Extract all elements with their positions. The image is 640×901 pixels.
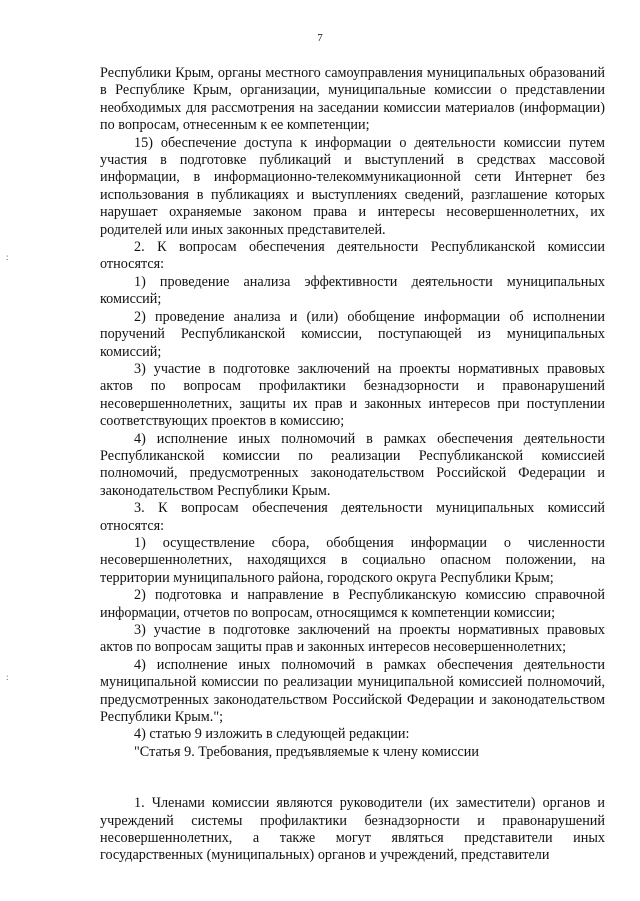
margin-dots-mark: : [6,672,9,682]
paragraph: 3) участие в подготовке заключений на проекты нормативных правовых актов по вопросам профилактики безнадзорности и правонарушений несовершеннолетних, защиты их прав и законных интересов при поступлении соответствующих проектов в комиссию; [100,360,605,430]
spacer [100,761,605,795]
paragraph: 1) проведение анализа эффективности деятельности муниципальных комиссий; [100,273,605,308]
margin-dots-mark: : [6,252,9,262]
paragraph: 1) осуществление сбора, обобщения информации о численности несовершеннолетних, находящихся в социально опасном положении, на территории муниципального района, городского округа Республики Крым; [100,534,605,586]
page-number: 7 [317,32,323,44]
document-body [100,65,605,865]
paragraph: 4) статью 9 изложить в следующей редакции: [134,726,410,743]
paragraph: 15) обеспечение доступа к информации о деятельности комиссии путем участия в подготовке публикаций и выступлений в средствах массовой информации, в информационно-телекоммуникационной сети Интернет без использования в публикациях и выступлениях сведений, разглашение которых нарушает охраняемые законом права и интересы несовершеннолетних, их родителей или иных законных представителей. [100,134,605,238]
paragraph: 1. Членами комиссии являются руководители (их заместители) органов и учреждений системы профилактики безнадзорности и правонарушений несовершеннолетних, а также могут являться представители иных государственных (муниципальных) органов и учреждений, представители [100,795,605,864]
paragraph: 4) исполнение иных полномочий в рамках обеспечения деятельности муниципальной комиссии по реализации муниципальной комиссией полномочий, предусмотренных законодательством Российской Федерации и законодательством Республики Крым."; [100,656,605,726]
paragraph: 4) исполнение иных полномочий в рамках обеспечения деятельности Республиканской комиссии по реализации Республиканской комиссией полномочий, предусмотренных законодательством Российской Федерации и законодательством Республики Крым. [100,430,605,499]
paragraph: 3. К вопросам обеспечения деятельности муниципальных комиссий относятся: [100,500,605,534]
paragraph: 2) проведение анализа и (или) обобщение информации об исполнении поручений Республиканской комиссии, поступающей из муниципальных комиссий; [100,308,605,360]
paragraph: 2) подготовка и направление в Республиканскую комиссию справочной информации, отчетов по вопросам, относящимся к компетенции комиссии; [100,587,605,621]
paragraph: 3) участие в подготовке заключений на проекты нормативных правовых актов по вопросам защиты прав и законных интересов несовершеннолетних; [100,622,605,656]
paragraph: Республики Крым, органы местного самоуправления муниципальных образований в Республике Крым, организации, муниципальные комиссии о представлении необходимых для рассмотрения на заседании комиссии материалов (информации) по вопросам, отнесенным к ее компетенции; [100,65,605,134]
article-heading: "Статья 9. Требования, предъявляемые к члену комиссии [134,743,479,760]
paragraph: 2. К вопросам обеспечения деятельности Республиканской комиссии относятся: [100,239,605,273]
